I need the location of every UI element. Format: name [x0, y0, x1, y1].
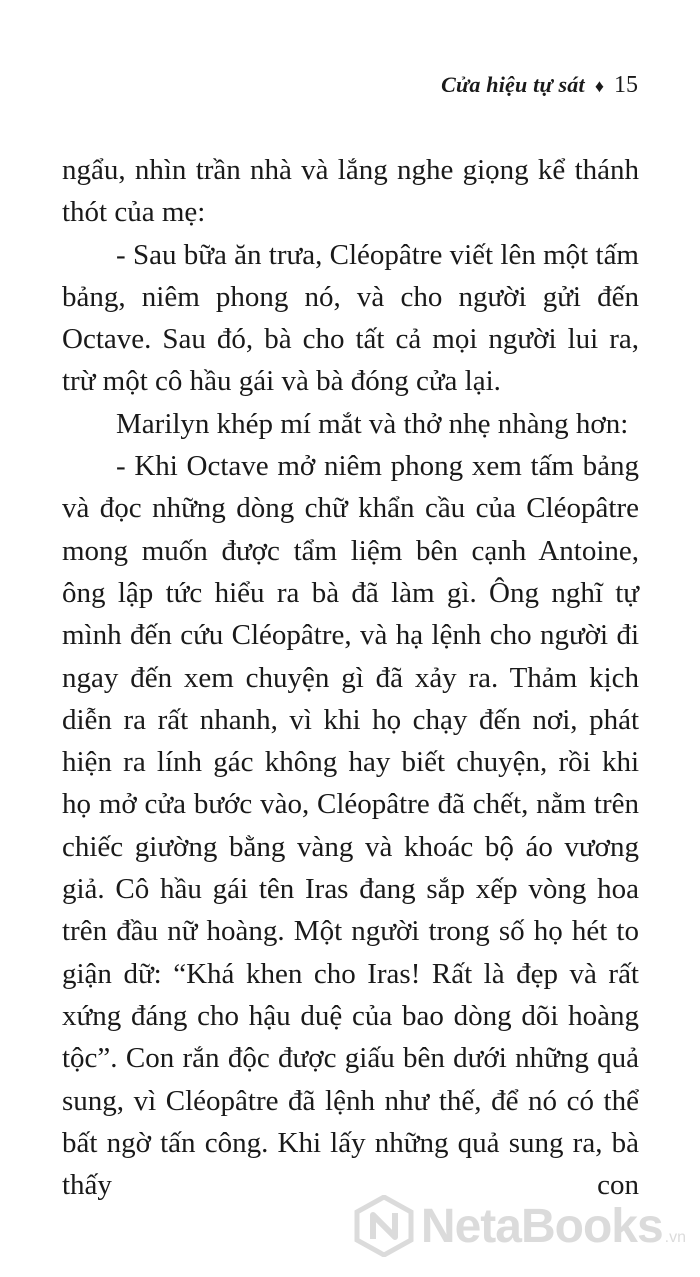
running-head — [441, 72, 638, 99]
paragraph-narration: Marilyn khép mí mắt và thở nhẹ nhàng hơn: — [116, 407, 629, 440]
body-text — [62, 149, 639, 1206]
watermark-brand: NetaBooks — [420, 1199, 663, 1253]
page-number: 15 — [614, 72, 638, 98]
diamond-icon: ♦ — [594, 76, 604, 96]
paragraph-dialogue-1: - Sau bữa ăn trưa, Cléopâtre viết lên một tấm bảng, niêm phong nó, và cho người gửi đến Octave. Sau đó, bà cho tất cả mọi người lui ra, trừ một cô hầu gái và bà đóng cửa lại. — [62, 238, 639, 398]
watermark — [353, 1195, 686, 1257]
book-title: Cửa hiệu tự sát — [441, 72, 585, 97]
netabooks-logo-icon — [353, 1195, 415, 1257]
paragraph-continuation: ngẩu, nhìn trần nhà và lắng nghe giọng kể thánh thót của mẹ: — [62, 154, 639, 229]
paragraph-dialogue-2: - Khi Octave mở niêm phong xem tấm bảng và đọc những dòng chữ khẩn cầu của Cléopâtre mong muốn được tẩm liệm bên cạnh Antoine, ông lập tức hiểu ra bà đã làm gì. Ông nghĩ tự mình đến cứu Cléopâtre, và hạ lệnh cho người đi ngay đến xem chuyện gì đã xảy ra. Thảm kịch diễn ra rất nhanh, vì khi họ chạy đến nơi, phát hiện ra lính gác không hay biết chuyện, rồi khi họ mở cửa bước vào, Cléopâtre đã chết, nằm trên chiếc giường bằng vàng và khoác bộ áo vương giả. Cô hầu gái tên Iras đang sắp xếp vòng hoa trên đầu nữ hoàng. Một người trong số họ hét to giận dữ: “Khá khen cho Iras! Rất là đẹp và rất xứng đáng cho hậu duệ của bao dòng dõi hoàng tộc”. Con rắn độc được giấu bên dưới những quả sung, vì Cléopâtre đã lệnh như thế, để nó có thể bất ngờ tấn công. Khi lấy những quả sung ra, bà thấy con — [62, 450, 639, 1202]
watermark-tld: .vn — [664, 1229, 686, 1246]
